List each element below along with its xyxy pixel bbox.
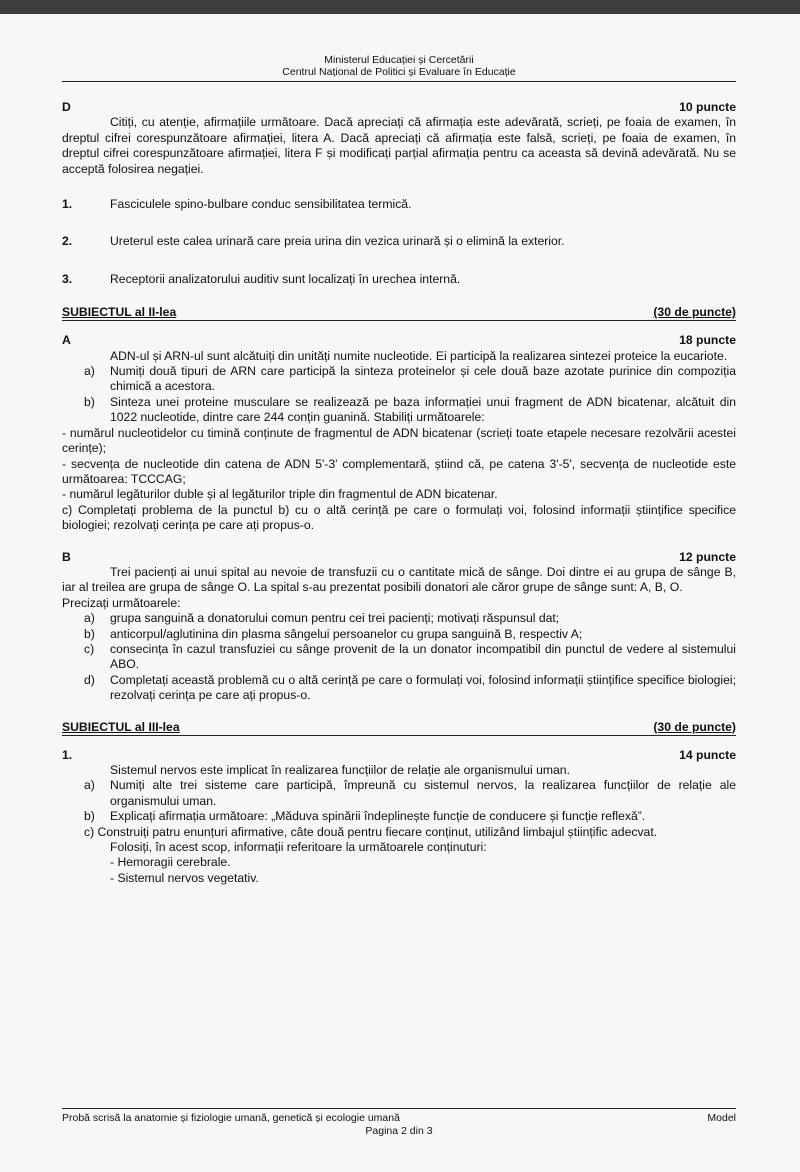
question-c: c) consecința în cazul transfuziei cu sânge provenit de la un donator incompatibil din punctul de vedere al sistemului ABO. bbox=[84, 641, 736, 672]
question-b: b) Sinteza unei proteine musculare se realizează pe baza informației unui fragment de ADN bicatenar, alcătuit din 1022 nucleotide, dintre care 244 conțin guanină. Stabiliți următoarele: bbox=[84, 394, 736, 425]
section-d-heading bbox=[62, 100, 736, 115]
page-header bbox=[62, 54, 736, 78]
question-c: c) Completați problema de la punctul b) cu o altă cerință pe care o formulați voi, folosind informații științifice specifice biologiei; rezolvați cerința pe care ați propus-o. bbox=[62, 502, 736, 533]
subject-3-q1-heading: 1. 14 puncte bbox=[62, 747, 736, 762]
question-b: b) Explicați afirmația următoare: „Măduva spinării îndeplinește funcție de conducere și funcție reflexă”. bbox=[84, 809, 646, 824]
page-footer bbox=[62, 1112, 736, 1138]
footer-exam-title: Probă scrisă la anatomie și fiziologie umană, genetică și ecologie umană bbox=[62, 1112, 400, 1124]
subject-3-heading: SUBIECTUL al III-lea (30 de puncte) bbox=[62, 719, 736, 734]
subject-2b-intro: Trei pacienți ai unui spital au nevoie de transfuzii cu o cantitate mică de sânge. Doi dintre ei au grupa de sânge B, iar al treilea are grupa de sânge O. La spital s-au prezentat posibili donatori ale căror grupe de sânge sunt: A, B, O. bbox=[62, 564, 736, 595]
question-b-req3: - numărul legăturilor duble și al legăturilor triple din fragmentul de ADN bicatenar. bbox=[62, 487, 498, 502]
header-ministry: Ministerul Educației și Cercetării bbox=[324, 54, 474, 66]
question-c: c) Construiți patru enunțuri afirmative, câte două pentru fiecare conținut, utilizând limbajul științific adecvat. bbox=[84, 824, 658, 839]
question-a: a) Numiți alte trei sisteme care participă, împreună cu sistemul nervos, la realizarea funcțiilor de relație ale organismului uman. bbox=[84, 778, 736, 808]
question-b-req2: - secvența de nucleotide din catena de ADN 5'-3' complementară, știind că, pe catena 3'-5', secvența de nucleotide este următoarea: TCCCAG; bbox=[62, 456, 736, 486]
question-b: b) anticorpul/aglutinina din plasma sângelui persoanelor cu grupa sanguină B, respectiv A; bbox=[84, 626, 583, 641]
subject-2a-heading: A 18 puncte bbox=[62, 333, 736, 348]
subject-2b-precizati: Precizați următoarele: bbox=[62, 595, 181, 610]
content-topic: - Sistemul nervos vegetativ. bbox=[110, 870, 259, 885]
question-d: d) Completați această problemă cu o altă cerință pe care o formulați voi, folosind informații științifice specifice biologiei; rezolvați cerința pe care ați propus-o. bbox=[84, 672, 736, 703]
question-a: a) Numiți două tipuri de ARN care participă la sinteza proteinelor și cele două baze azotate purinice din compoziția chimică a acestora. bbox=[84, 364, 736, 394]
subject-2a-intro: ADN-ul și ARN-ul sunt alcătuiți din unități numite nucleotide. Ei participă la realizarea sintezei proteice la eucariote. bbox=[110, 348, 728, 363]
subject-2b-heading: B 12 puncte bbox=[62, 549, 736, 564]
header-center: Centrul Național de Politici și Evaluare în Educație bbox=[282, 66, 516, 78]
question-a: a) grupa sanguină a donatorului comun pentru cei trei pacienți; motivați răspunsul dat; bbox=[84, 611, 560, 626]
footer-model-label: Model bbox=[707, 1112, 736, 1124]
subject-3-q1-intro: Sistemul nervos este implicat în realizarea funcțiilor de relație ale organismului uman. bbox=[110, 763, 570, 777]
exam-content bbox=[62, 100, 736, 886]
subject-3-q1-folositi: Folosiți, în acest scop, informații referitoare la următoarele conținuturi: bbox=[110, 840, 487, 855]
section-letter: D bbox=[62, 100, 71, 114]
statement-item: 2. Ureterul este calea urinară care preia urina din vezica urinară și o elimină la exterior. bbox=[62, 234, 565, 249]
subject-2-heading: SUBIECTUL al II-lea (30 de puncte) bbox=[62, 305, 736, 320]
section-d-instructions: Citiți, cu atenție, afirmațiile următoare. Dacă apreciați că afirmația este adevărată, scrieți, pe foaia de examen, în dreptul cifrei corespunzătoare afirmației, litera A. Dacă apreciați că afirmația este falsă, scrieți, pe foaia de examen, în dreptul cifrei corespunzătoare afirmației, litera F și modificați parțial afirmația pentru ca aceasta să devină adevărată. Nu se acceptă folosirea negației. bbox=[62, 115, 736, 176]
footer-divider bbox=[62, 1108, 736, 1109]
page-number: Pagina 2 din 3 bbox=[365, 1125, 433, 1137]
statement-item: 3. Receptorii analizatorului auditiv sunt localizați în urechea internă. bbox=[62, 271, 461, 286]
header-divider bbox=[62, 81, 736, 82]
statement-item: 1. Fasciculele spino-bulbare conduc sensibilitatea termică. bbox=[62, 197, 412, 212]
content-topic: - Hemoragii cerebrale. bbox=[110, 855, 231, 870]
section-points: 10 puncte bbox=[679, 100, 736, 114]
question-b-req1: - numărul nucleotidelor cu timină conținute de fragmentul de ADN bicatenar (scrieți toate etapele necesare rezolvării acestei cerințe); bbox=[62, 425, 736, 456]
viewer-top-bar bbox=[0, 0, 800, 14]
